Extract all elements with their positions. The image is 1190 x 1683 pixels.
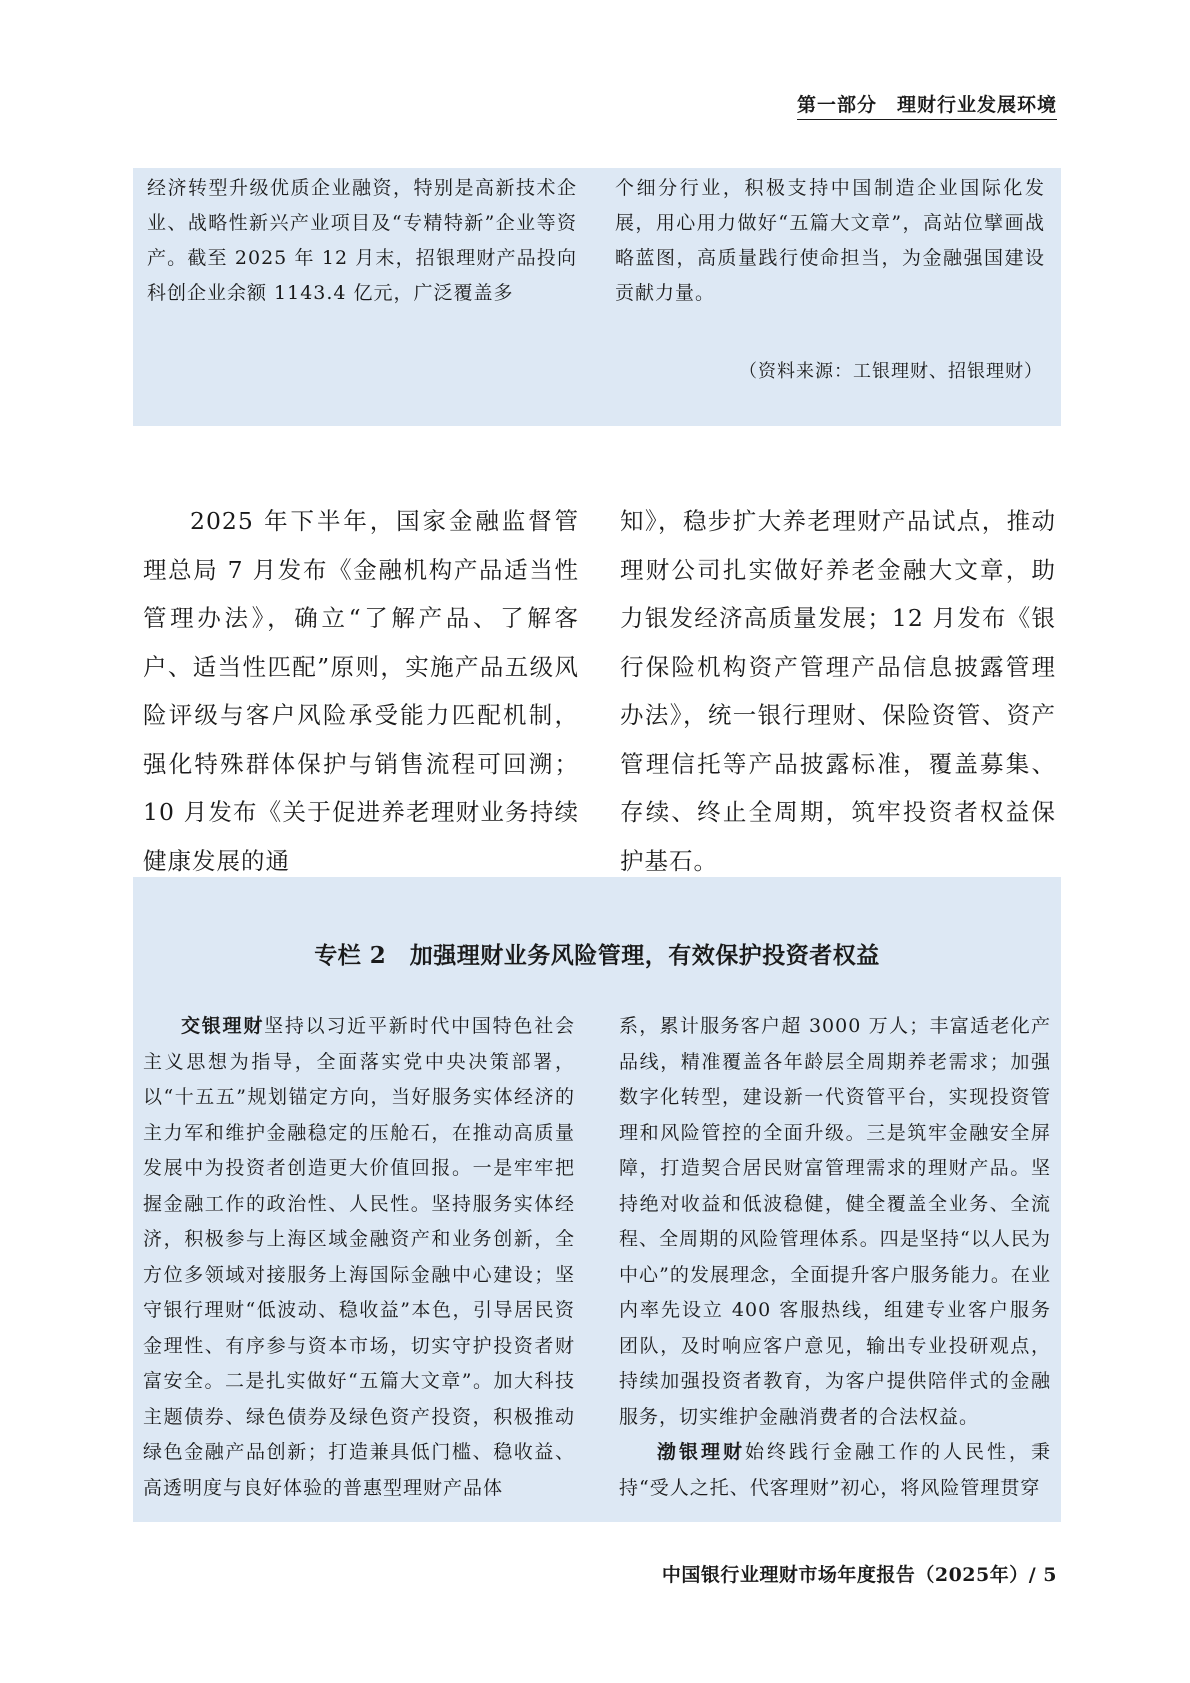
lead-jiaoyin: 交银理财	[181, 1015, 265, 1037]
column-title: 专栏 2 加强理财业务风险管理，有效保护投资者权益	[314, 942, 880, 969]
source-note: （资料来源：工银理财、招银理财）	[739, 361, 1043, 382]
box1-right-text: 个细分行业，积极支持中国制造企业国际化发展，用心用力做好“五篇大文章”，高站位擘画战略蓝图，高质量践行使命担当，为金融强国建设贡献力量。	[615, 177, 1045, 304]
page-footer: 中国银行业理财市场年度报告（2025年）/ 5	[661, 1564, 1057, 1586]
box1-left-text: 经济转型升级优质企业融资，特别是高新技术企业、战略性新兴产业项目及“专精特新”企业等资产。截至 2025 年 12 月末，招银理财产品投向科创企业余额 1143.4 亿元，广泛覆盖多	[147, 177, 577, 304]
column2-right-paragraph-2	[619, 1435, 1051, 1506]
case-box-continued	[133, 168, 1061, 426]
main-left-paragraph: 2025 年下半年，国家金融监督管理总局 7 月发布《金融机构产品适当性管理办法》，确立“了解产品、了解客户、适当性匹配”原则，实施产品五级风险评级与客户风险承受能力匹配机制，强化特殊群体保护与销售流程可回溯；10 月发布《关于促进养老理财业务持续健康发展的通	[143, 507, 579, 875]
box1-left-column	[147, 171, 577, 311]
lead-boyin: 渤银理财	[657, 1441, 745, 1463]
section-header: 第一部分 理财行业发展环境	[797, 90, 1057, 120]
column2-left-paragraph	[143, 1009, 575, 1506]
column2-right-paragraph: 系，累计服务客户超 3000 万人；丰富适老化产品线，精准覆盖各年龄层全周期养老需求；加强数字化转型，建设新一代资管平台，实现投资管理和风险管控的全面升级。三是筑牢金融安全屏障，打造契合居民财富管理需求的理财产品。坚持绝对收益和低波稳健，健全覆盖全业务、全流程、全周期的风险管理体系。四是坚持“以人民为中心”的发展理念，全面提升客户服务能力。在业内率先设立 400 客服热线，组建专业客户服务团队，及时响应客户意见，输出专业投研观点，持续加强投资者教育，为客户提供陪伴式的金融服务，切实维护金融消费者的合法权益。	[619, 1015, 1051, 1428]
column2-left	[143, 1009, 575, 1506]
column2-right	[619, 1009, 1051, 1506]
column2-right-text-2: 始终践行金融工作的人民性，秉持“受人之托、代客理财”初心，将风险管理贯穿	[619, 1441, 1051, 1499]
main-left-column	[143, 497, 579, 885]
box1-right-column	[615, 171, 1045, 311]
column2-left-text: 坚持以习近平新时代中国特色社会主义思想为指导，全面落实党中央决策部署，以“十五五”规划锚定方向，当好服务实体经济的主力军和维护金融稳定的压舱石，在推动高质量发展中为投资者创造更大价值回报。一是牢牢把握金融工作的政治性、人民性。坚持服务实体经济，积极参与上海区域金融资产和业务创新，全方位多领域对接服务上海国际金融中心建设；坚守银行理财“低波动、稳收益”本色，引导居民资金理性、有序参与资本市场，切实守护投资者财富安全。二是扎实做好“五篇大文章”。加大科技主题债券、绿色债券及绿色资产投资，积极推动绿色金融产品创新；打造兼具低门槛、稳收益、高透明度与良好体验的普惠型理财产品体	[143, 1015, 575, 1499]
main-right-paragraph: 知》，稳步扩大养老理财产品试点，推动理财公司扎实做好养老金融大文章，助力银发经济高质量发展；12 月发布《银行保险机构资产管理产品信息披露管理办法》，统一银行理财、保险资管、资产管理信托等产品披露标准，覆盖募集、存续、终止全周期，筑牢投资者权益保护基石。	[620, 507, 1056, 875]
main-right-column	[620, 497, 1056, 885]
column-box-2	[133, 877, 1061, 1522]
